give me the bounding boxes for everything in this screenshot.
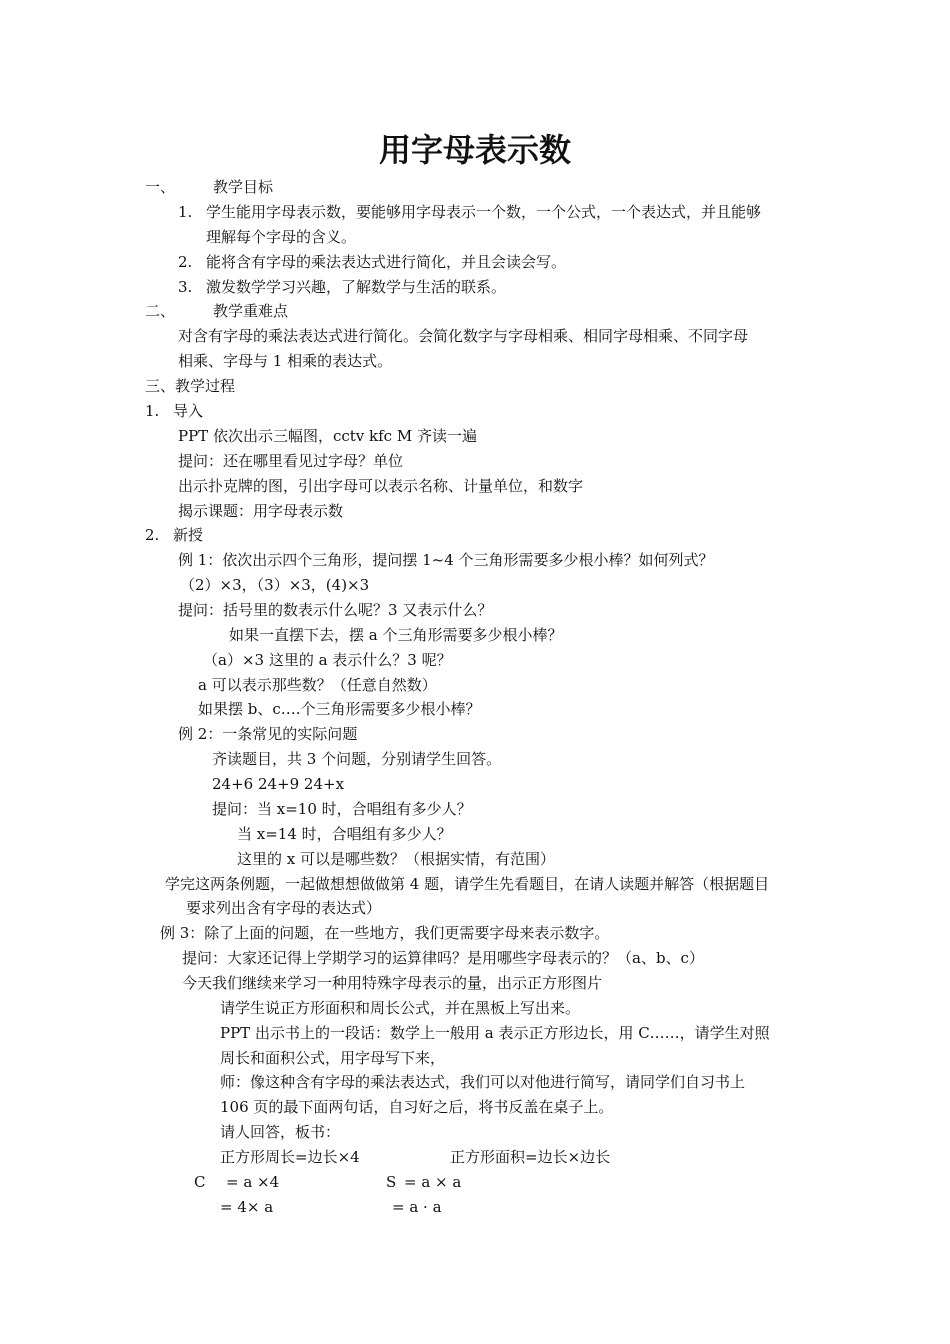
section-heading-key-points: 教学重难点 (213, 302, 289, 320)
goal-text: 激发数学学习兴趣，了解数学与生活的联系。 (206, 278, 507, 296)
goal-text: 理解每个字母的含义。 (206, 228, 357, 246)
section-heading-process: 三、教学过程 (145, 377, 236, 395)
step-heading-new: 新授 (173, 526, 204, 544)
area-equation: = a × a (404, 1173, 462, 1191)
example-2-line: 这里的 x 可以是哪些数？（根据实情，有范围） (237, 850, 555, 868)
intro-line: 出示扑克牌的图，引出字母可以表示名称、计量单位，和数字 (178, 477, 584, 495)
section-number: 一、 (145, 178, 176, 196)
example-1-line: （2）×3，（3）×3，(4)×3 (180, 576, 370, 594)
example-3-line: 周长和面积公式，用字母写下来， (220, 1049, 446, 1067)
example-3-line: 今天我们继续来学习一种用特殊字母表示的量，出示正方形图片 (182, 974, 603, 992)
goal-text: 能将含有字母的乘法表达式进行简化，并且会读会写。 (206, 253, 567, 271)
step-number: 2. (145, 526, 160, 544)
goal-number: 1. (178, 203, 193, 221)
example-2-line: 24+6 24+9 24+x (212, 775, 345, 793)
example-3-line: 请学生说正方形面积和周长公式，并在黑板上写出来。 (220, 999, 581, 1017)
area-symbol: S (386, 1173, 397, 1191)
example-3-line: 例 3：除了上面的问题，在一些地方，我们更需要字母来表示数字。 (160, 924, 610, 942)
step-heading-intro: 导入 (173, 402, 204, 420)
example-1-line: a 可以表示那些数？（任意自然数） (198, 676, 437, 694)
example-2-line: 齐读题目，共 3 个问题，分别请学生回答。 (212, 750, 502, 768)
section-number: 二、 (145, 302, 176, 320)
step-number: 1. (145, 402, 160, 420)
example-2-line: 学完这两条例题，一起做想想做做第 4 题，请学生先看题目，在请人读题并解答（根据题目 (165, 875, 770, 893)
example-1-line: 如果摆 b、c….个三角形需要多少根小棒？ (198, 700, 481, 718)
example-3-line: 提问：大家还记得上学期学习的运算律吗？是用哪些字母表示的？（a、b、c） (182, 949, 704, 967)
intro-line: PPT 依次出示三幅图，cctv kfc M 齐读一遍 (178, 427, 477, 445)
goal-text: 学生能用字母表示数，要能够用字母表示一个数，一个公式，一个表达式，并且能够 (206, 203, 762, 221)
intro-line: 提问：还在哪里看见过字母？单位 (178, 452, 404, 470)
goal-number: 3. (178, 278, 193, 296)
example-1-line: （a）×3 这里的 a 表示什么？3 呢？ (203, 651, 452, 669)
intro-line: 揭示课题：用字母表示数 (178, 502, 344, 520)
example-2-line: 当 x=14 时，合唱组有多少人？ (237, 825, 452, 843)
area-equation-short: = a · a (392, 1198, 442, 1216)
example-1-line: 如果一直摆下去，摆 a 个三角形需要多少根小棒？ (229, 626, 563, 644)
perimeter-equation: = a ×4 (226, 1173, 280, 1191)
example-2-line: 提问：当 x=10 时，合唱组有多少人？ (212, 800, 472, 818)
section-heading-goals: 教学目标 (213, 178, 274, 196)
key-points-text: 相乘、字母与 1 相乘的表达式。 (178, 352, 393, 370)
example-1-line: 例 1：依次出示四个三角形，提问摆 1~4 个三角形需要多少根小棒？如何列式？ (178, 551, 714, 569)
example-3-line: 师：像这种含有字母的乘法表达式，我们可以对他进行简写，请同学们自习书上 (220, 1073, 746, 1091)
perimeter-symbol: C (194, 1173, 206, 1191)
perimeter-formula-words: 正方形周长=边长×4 (220, 1148, 360, 1166)
area-formula-words: 正方形面积=边长×边长 (450, 1148, 611, 1166)
page-title: 用字母表示数 (378, 131, 571, 169)
key-points-text: 对含有字母的乘法表达式进行简化。会简化数字与字母相乘、相同字母相乘、不同字母 (178, 327, 749, 345)
example-3-line: PPT 出示书上的一段话：数学上一般用 a 表示正方形边长，用 C……，请学生对照 (220, 1024, 770, 1042)
perimeter-equation-short: = 4× a (220, 1198, 274, 1216)
example-2-line: 例 2：一条常见的实际问题 (178, 725, 358, 743)
example-1-line: 提问：括号里的数表示什么呢？3 又表示什么？ (178, 601, 493, 619)
example-3-line: 请人回答，板书： (220, 1123, 341, 1141)
example-3-line: 106 页的最下面两句话，自习好之后，将书反盖在桌子上。 (220, 1098, 614, 1116)
goal-number: 2. (178, 253, 193, 271)
example-2-line: 要求列出含有字母的表达式） (186, 899, 382, 917)
